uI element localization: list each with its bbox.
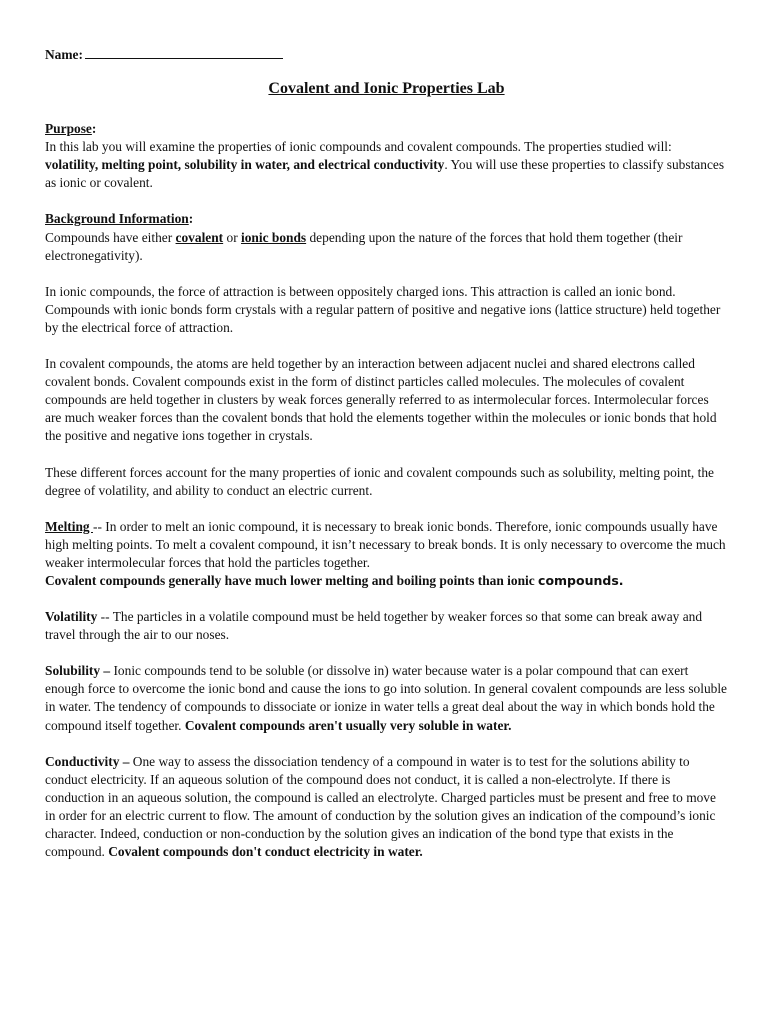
melting-conclusion: Covalent compounds generally have much lower melting and boiling points than ionic [45,572,539,588]
purpose-section [45,120,728,192]
melting-heading: Melting [45,518,93,534]
name-label: Name: [45,47,83,62]
purpose-properties: volatility, melting point, solubility in water, and electrical conductivity [45,157,445,173]
background-section [45,210,728,264]
purpose-heading: Purpose [45,121,92,137]
background-text-2: or [223,229,242,245]
purpose-colon: : [91,121,97,137]
forces-paragraph: These different forces account for the many properties of ionic and covalent compounds such as solubility, melting point, the degree of volatility, and ability to conduct an electric current. [45,464,714,498]
volatility-text: -- The particles in a volatile compound must be held together by weaker forces so that some can break away and travel through the air to our noses. [45,609,703,643]
document-title: Covalent and Ionic Properties Lab [268,80,505,98]
background-text-3: depending upon the nature of the forces that hold them together (their electronegativity). [45,229,683,263]
term-covalent: covalent [175,229,224,245]
conductivity-text: One way to assess the dissociation tendency of a compound in water is to test for the solutions ability to conduct electricity. If an aqueous solution of the compound does not conduct, it is called a non-electrolyte. If there is conduction in an aqueous solution, the compound is called an electrolyte. Charged particles must be present and free to move in order for an electric current to flow. The amount of conduction by the solution gives an indication of the compound’s ionic character. Indeed, conduction or non-conduction by the solution gives an indication of the bond type that exists in the compound. [45,753,716,860]
solubility-heading: Solubility – [45,663,111,679]
solubility-section [45,662,728,734]
background-heading: Background Information [45,211,189,227]
term-ionic-bonds: ionic bonds [241,229,307,245]
solubility-text: Ionic compounds tend to be soluble (or dissolve in) water because water is a polar compound that can exert enough force to overcome the ionic bond and cause the ions to go into solution. In general covalent compounds are less soluble in water. The tendency of compounds to dissociate or ionize in water tells a great deal about the way in which bonds hold the compound itself together. [45,663,728,733]
covalent-paragraph: In covalent compounds, the atoms are held together by an interaction between adjacent nuclei and shared electrons called covalent bonds. Covalent compounds exist in the form of distinct particles called molecules. The molecules of covalent compounds are held together in clusters by weak forces generally referred to as intermolecular forces. Intermolecular forces are much weaker forces than the covalent bonds that hold the elements together within the molecules or ionic bonds that hold the positive and negative ions together in crystals. [45,356,717,444]
melting-section [45,518,728,590]
background-text-1: Compounds have either [45,229,176,245]
purpose-text-1: In this lab you will examine the properties of ionic compounds and covalent compounds. The properties studied will: [45,139,672,155]
purpose-text-2: . You will use these properties to classify substances as ionic or covalent. [45,157,725,191]
volatility-section [45,608,728,644]
conductivity-section [45,753,728,862]
melting-conclusion-end: compounds. [538,572,624,588]
melting-text: -- In order to melt an ionic compound, it is necessary to break ionic bonds. Therefore, ionic compounds usually have high melting points. To melt a covalent compound, it isn’t necessary to break bonds. It is only necessary to overcome the much weaker intermolecular forces that hold the particles together. [45,518,726,570]
background-colon: : [188,211,194,227]
solubility-conclusion: Covalent compounds aren't usually very soluble in water. [184,717,512,733]
conductivity-heading: Conductivity – [45,753,130,769]
ionic-paragraph: In ionic compounds, the force of attraction is between oppositely charged ions. This attraction is called an ionic bond. Compounds with ionic bonds form crystals with a regular pattern of positive and negative ions (lattice structure) held together by the electrical force of attraction. [45,283,721,335]
conductivity-conclusion: Covalent compounds don't conduct electricity in water. [108,844,423,860]
volatility-heading: Volatility [45,609,98,625]
name-field [45,46,728,64]
name-blank-line[interactable] [85,46,283,59]
